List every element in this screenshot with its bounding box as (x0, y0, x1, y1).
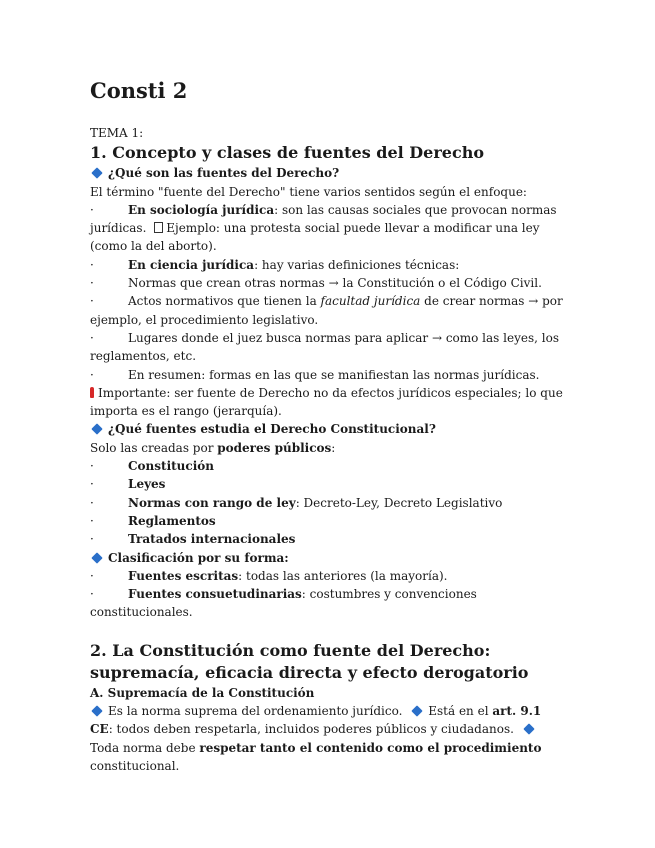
sub1-heading: ¿Qué son las fuentes del Derecho? (90, 164, 565, 182)
list-item: · Leyes (90, 477, 166, 492)
list-item: · Fuentes escritas: todas las anteriores (la mayoría). (90, 568, 448, 583)
blue-diamond-icon (91, 168, 102, 179)
list-item: · En resumen: formas en las que se manifiestan las normas jurídicas. (90, 367, 540, 382)
important-note: Importante: ser fuente de Derecho no da efectos jurídicos especiales; lo que importa es el rango (jerarquía). (90, 385, 563, 419)
sub2-intro: Solo las creadas por poderes públicos: (90, 440, 336, 455)
sub3-heading: Clasificación por su forma: (90, 549, 565, 567)
list-item: · Actos normativos que tienen la facultad jurídica de crear normas → por ejemplo, el procedimiento legislativo. (90, 294, 563, 327)
subA-heading: A. Supremacía de la Constitución (90, 685, 315, 700)
list-item: · Reglamentos (90, 513, 216, 528)
blue-diamond-icon (412, 705, 423, 716)
document-title: Consti 2 (90, 78, 188, 103)
blue-diamond-icon (91, 424, 102, 435)
list-item: · En sociología jurídica: son las causas sociales que provocan normas jurídicas. Ejemplo: una protesta social puede llevar a modificar una ley (como la del aborto). (90, 202, 557, 254)
placeholder-box-icon (154, 222, 163, 233)
list-item: · Constitución (90, 459, 214, 474)
list-item: · Normas con rango de ley: Decreto-Ley, Decreto Legislativo (90, 495, 503, 510)
section2-heading: 2. La Constitución como fuente del Derecho: supremacía, eficacia directa y efecto derogatorio (90, 640, 529, 682)
blue-diamond-icon (91, 705, 102, 716)
exclamation-icon (90, 387, 94, 398)
sub2-heading: ¿Qué fuentes estudia el Derecho Constitucional? (90, 420, 565, 438)
list-item: · Lugares donde el juez busca normas para aplicar → como las leyes, los reglamentos, etc. (90, 330, 559, 364)
subA-paragraph: Es la norma suprema del ordenamiento jurídico. Está en el art. 9.1 CE: todos deben respetarla, incluidos poderes públicos y ciudadanos. Toda norma debe respetar tanto el contenido como el procedimiento constitucional. (90, 704, 542, 773)
list-item: · Fuentes consuetudinarias: costumbres y convenciones constitucionales. (90, 587, 477, 620)
blue-diamond-icon (91, 552, 102, 563)
list-item: · Tratados internacionales (90, 532, 296, 547)
list-item: · Normas que crean otras normas → la Constitución o el Código Civil. (90, 276, 542, 291)
blue-diamond-icon (523, 724, 534, 735)
tema-label: TEMA 1: (90, 126, 144, 140)
sub1-intro: El término "fuente del Derecho" tiene varios sentidos según el enfoque: (90, 184, 527, 199)
list-item: · En ciencia jurídica: hay varias definiciones técnicas: (90, 257, 460, 272)
section1-heading: 1. Concepto y clases de fuentes del Derecho (90, 143, 485, 163)
document-body (90, 124, 565, 775)
